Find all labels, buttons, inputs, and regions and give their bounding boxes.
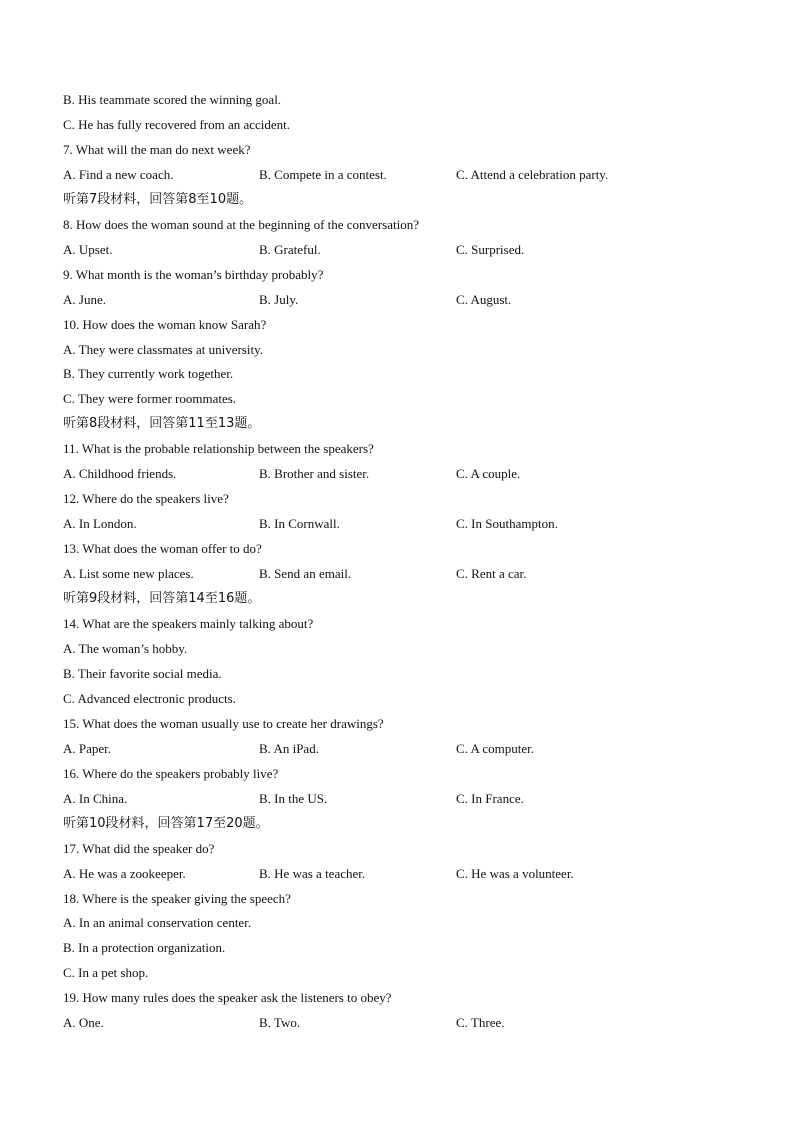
line-text: 9. What month is the woman’s birthday probably? [63,266,324,282]
line-text: A. In an animal conservation center. [63,915,252,931]
line-text: A. They were classmates at university. [63,341,263,357]
answer-options-row [63,163,743,188]
section-instruction [63,412,743,437]
question-text [63,437,743,462]
question-text [63,762,743,787]
line-text: C. They were former roommates. [63,391,237,407]
answer-option-line [63,113,743,138]
question-text [63,837,743,862]
answer-option-b: B. He was a teacher. [259,865,366,881]
answer-option-a: A. One. [63,1015,104,1031]
section-instruction [63,188,743,213]
answer-option-b: B. An iPad. [259,740,319,756]
answer-option-a: A. Find a new coach. [63,166,174,182]
answer-option-line [63,687,743,712]
answer-option-a: A. Upset. [63,241,113,257]
answer-options-row [63,462,743,487]
answer-options-row [63,562,743,587]
answer-option-b: B. Two. [259,1015,301,1031]
answer-option-c: C. In France. [456,790,524,806]
answer-option-c: C. A computer. [456,740,534,756]
answer-option-b: B. Brother and sister. [259,466,370,482]
answer-option-line [63,911,743,936]
answer-options-row [63,787,743,812]
answer-options-row [63,512,743,537]
line-text: 10. How does the woman know Sarah? [63,316,267,332]
line-text: 听第8段材料，回答第11至13题。 [63,416,261,432]
line-text: B. They currently work together. [63,366,234,382]
question-text [63,263,743,288]
line-text: 16. Where do the speakers probably live? [63,765,279,781]
line-text: B. His teammate scored the winning goal. [63,92,282,107]
section-instruction [63,812,743,837]
line-text: 17. What did the speaker do? [63,840,215,856]
line-text: A. The woman’s hobby. [63,640,188,656]
answer-option-a: A. Paper. [63,740,112,756]
answer-option-b: B. July. [259,291,299,307]
answer-option-a: A. List some new places. [63,566,194,582]
question-text [63,712,743,737]
question-text [63,213,743,238]
answer-option-c: C. Three. [456,1015,505,1031]
answer-option-a: A. In London. [63,516,137,532]
line-text: 11. What is the probable relationship between the speakers? [63,441,374,457]
answer-option-line [63,961,743,986]
question-text [63,138,743,163]
answer-option-line [63,88,743,113]
answer-option-a: A. In China. [63,790,128,806]
answer-options-row [63,1011,743,1036]
answer-option-b: B. Grateful. [259,241,321,257]
answer-option-line [63,637,743,662]
line-text: 14. What are the speakers mainly talking about? [63,616,314,632]
answer-options-row [63,737,743,762]
answer-option-line [63,387,743,412]
answer-option-c: C. A couple. [456,466,521,482]
answer-option-line [63,936,743,961]
answer-option-a: A. June. [63,291,106,307]
answer-option-a: A. Childhood friends. [63,466,177,482]
question-list [63,88,743,1036]
line-text: 听第7段材料，回答第8至10题。 [63,191,253,207]
line-text: 8. How does the woman sound at the beginning of the conversation? [63,216,419,232]
answer-options-row [63,238,743,263]
line-text: 12. Where do the speakers live? [63,491,229,507]
answer-option-b: B. Send an email. [259,566,352,582]
answer-option-b: B. In Cornwall. [259,516,340,532]
line-text: B. Their favorite social media. [63,665,222,681]
line-text: C. In a pet shop. [63,965,149,981]
line-text: 18. Where is the speaker giving the speech? [63,890,291,906]
question-text [63,487,743,512]
line-text: B. In a protection organization. [63,940,226,956]
answer-option-c: C. In Southampton. [456,516,558,532]
answer-option-c: C. August. [456,291,512,307]
line-text: 15. What does the woman usually use to create her drawings? [63,715,384,731]
answer-option-a: A. He was a zookeeper. [63,865,186,881]
question-text [63,313,743,338]
answer-options-row [63,288,743,313]
line-text: 7. What will the man do next week? [63,141,251,157]
answer-option-c: C. Rent a car. [456,566,527,582]
answer-option-b: B. Compete in a contest. [259,166,387,182]
answer-option-line [63,362,743,387]
line-text: C. He has fully recovered from an accident. [63,116,291,132]
section-instruction [63,587,743,612]
question-text [63,986,743,1011]
answer-options-row [63,862,743,887]
answer-option-line [63,662,743,687]
line-text: C. Advanced electronic products. [63,690,236,706]
question-text [63,887,743,912]
line-text: 听第10段材料，回答第17至20题。 [63,815,269,831]
answer-option-c: C. He was a volunteer. [456,865,574,881]
question-text [63,537,743,562]
line-text: 13. What does the woman offer to do? [63,541,262,557]
answer-option-c: C. Attend a celebration party. [456,166,609,182]
line-text: 19. How many rules does the speaker ask the listeners to obey? [63,990,392,1006]
line-text: 听第9段材料，回答第14至16题。 [63,591,261,607]
answer-option-b: B. In the US. [259,790,328,806]
question-text [63,612,743,637]
answer-option-c: C. Surprised. [456,241,525,257]
answer-option-line [63,338,743,363]
